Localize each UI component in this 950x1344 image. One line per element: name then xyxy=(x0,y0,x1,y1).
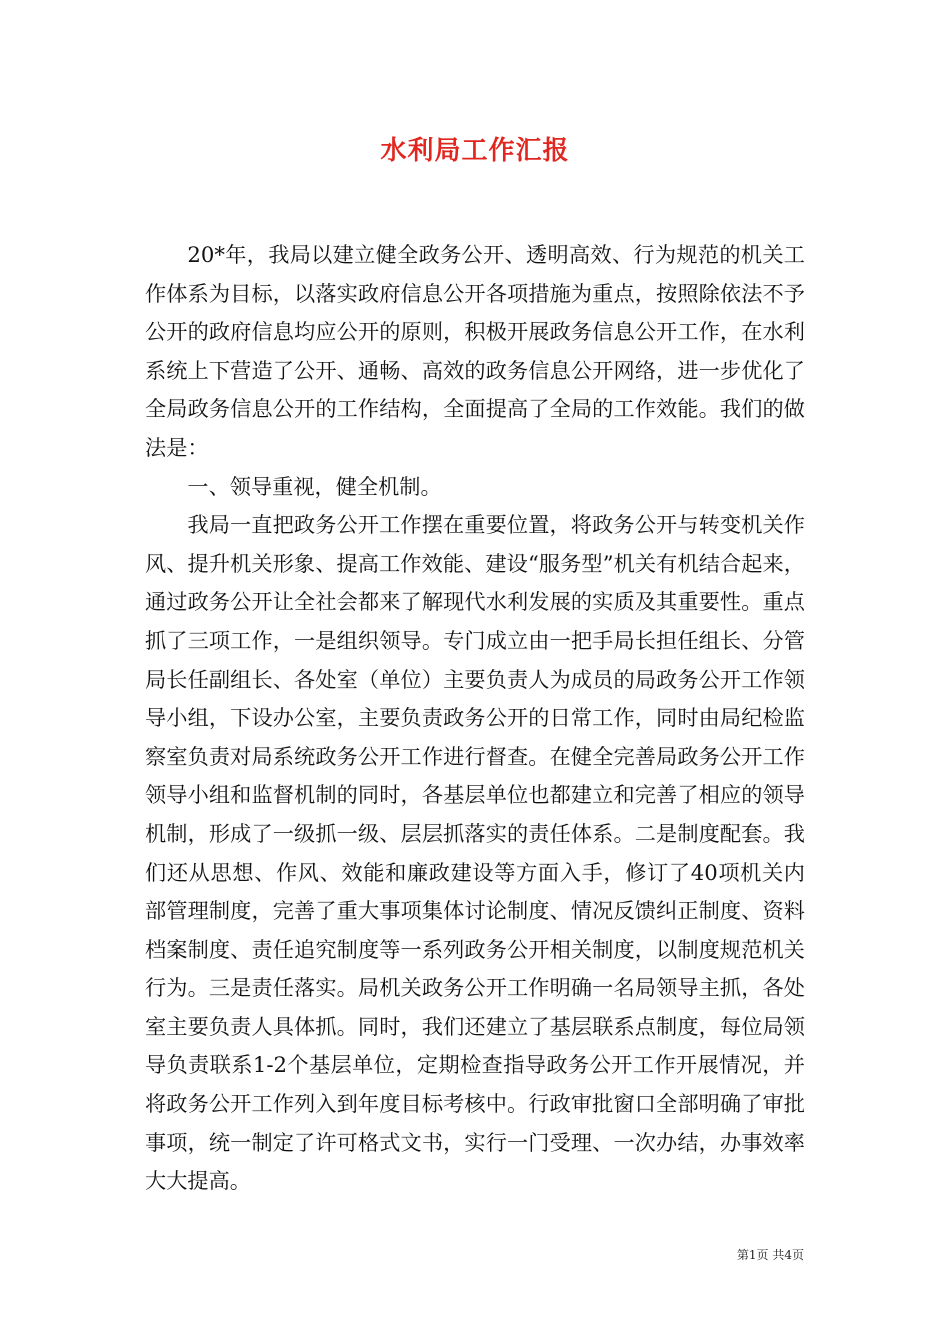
paragraph-section-1: 我局一直把政务公开工作摆在重要位置，将政务公开与转变机关作风、提升机关形象、提高工作效能、建设“服务型”机关有机结合起来，通过政务公开让全社会都来了解现代水利发展的实质及其重要性。重点抓了三项工作，一是组织领导。专门成立由一把手局长担任组长、分管局长任副组长、各处室（单位）主要负责人为成员的局政务公开工作领导小组，下设办公室，主要负责政务公开的日常工作，同时由局纪检监察室负责对局系统政务公开工作进行督查。在健全完善局政务公开工作领导小组和监督机制的同时，各基层单位也都建立和完善了相应的领导机制，形成了一级抓一级、层层抓落实的责任体系。二是制度配套。我们还从思想、作风、效能和廉政建设等方面入手，修订了40项机关内部管理制度，完善了重大事项集体讨论制度、情况反馈纠正制度、资料档案制度、责任追究制度等一系列政务公开相关制度，以制度规范机关行为。三是责任落实。局机关政务公开工作明确一名局领导主抓，各处室主要负责人具体抓。同时，我们还建立了基层联系点制度，每位局领导负责联系1-2个基层单位，定期检查指导政务公开工作开展情况，并将政务公开工作列入到年度目标考核中。行政审批窗口全部明确了审批事项，统一制定了许可格式文书，实行一门受理、一次办结，办事效率大大提高。 xyxy=(145,512,805,1194)
paragraph-intro: 20*年，我局以建立健全政务公开、透明高效、行为规范的机关工作体系为目标，以落实政府信息公开各项措施为重点，按照除依法不予公开的政府信息均应公开的原则，积极开展政务信息公开工作，在水利系统上下营造了公开、通畅、高效的政务信息公开网络，进一步优化了全局政务信息公开的工作结构，全面提高了全局的工作效能。我们的做法是： xyxy=(145,242,805,460)
document-body xyxy=(145,236,805,1201)
document-title: 水利局工作汇报 xyxy=(380,136,570,166)
section-heading: 一、领导重视，健全机制。 xyxy=(187,473,442,499)
page-number: 第1页 共4页 xyxy=(736,1248,804,1262)
